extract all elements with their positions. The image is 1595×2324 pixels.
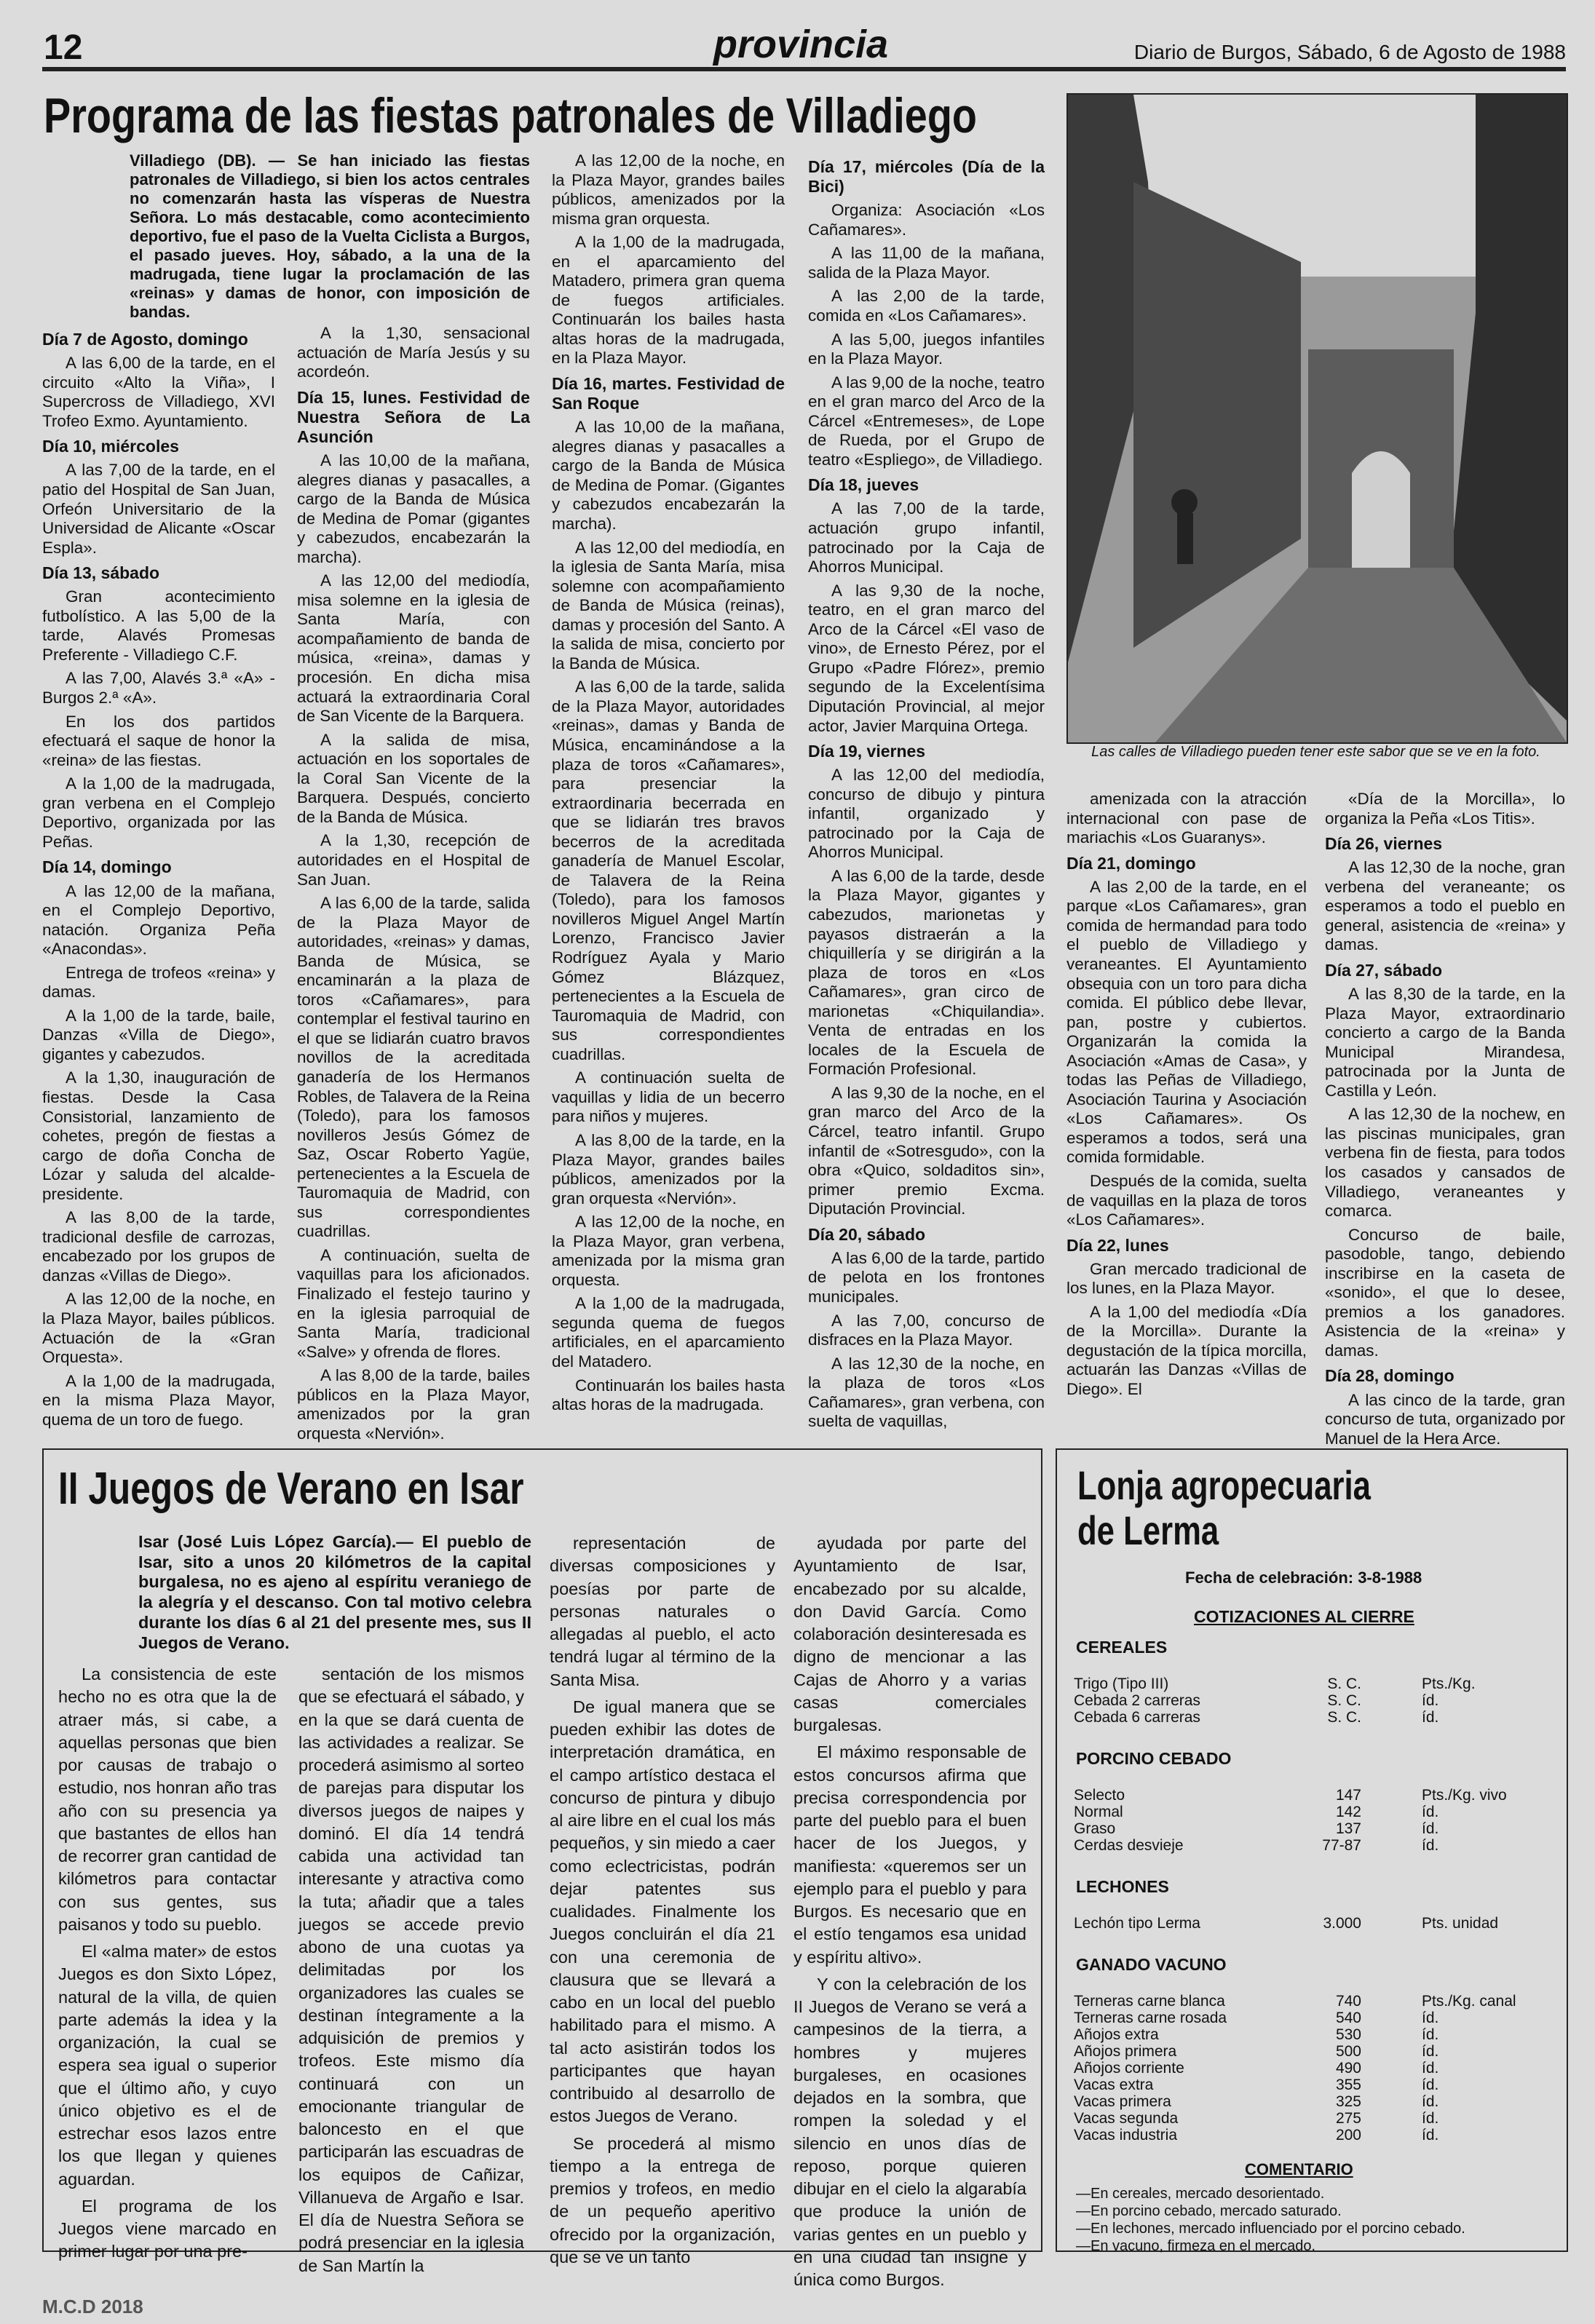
paragraph: A la 1,00 del mediodía «Día de la Morcilla». Durante la degustación de la típica morcilla, actuarán las Danzas «Villas de Diego». El bbox=[1066, 1302, 1307, 1399]
paragraph: A la 1,30, recepción de autoridades en el Hospital de San Juan. bbox=[297, 831, 530, 889]
price: S. C. bbox=[1327, 1692, 1361, 1709]
paragraph: Se procederá al mismo tiempo a la entrega de premios y trofeos, en medio de un pequeño aperitivo ofrecido por la organización, que se ve un tanto bbox=[550, 2133, 775, 2267]
day-heading: Día 16, martes. Festividad de San Roque bbox=[552, 374, 785, 413]
price: 200 bbox=[1335, 2127, 1361, 2143]
isar-lead: Isar (José Luis López García).— El pueblo de Isar, sito a unos 20 kilómetros de la capital burgalesa, no es ajeno al espíritu veraniego de la alegría y el descanso. Con tal motivo celebra durante los días 6 al 21 del presente mes, sus II Juegos de Verano. bbox=[138, 1532, 531, 1652]
villadiego-headline: Programa de las fiestas patronales de Villadiego bbox=[44, 88, 977, 143]
lonja-row bbox=[1074, 1993, 1554, 2010]
lonja-section-heading: LECHONES bbox=[1076, 1877, 1169, 1896]
villadiego-column-1 bbox=[42, 324, 275, 1434]
unit: íd. bbox=[1422, 1692, 1439, 1709]
comentario-line: —En vacuno, firmeza en el mercado. bbox=[1076, 2238, 1316, 2254]
header-rule bbox=[42, 67, 1566, 71]
product-name: Vacas industria bbox=[1074, 2127, 1178, 2143]
paragraph: A la 1,00 de la tarde, baile, Danzas «Villa de Diego», gigantes y cabezudos. bbox=[42, 1006, 275, 1063]
day-heading: Día 10, miércoles bbox=[42, 437, 179, 456]
paragraph: A las 12,00 del mediodía, misa solemne en la iglesia de Santa María, con acompañamiento de banda de música, «reina», damas y procesión. En dicha misa actuará la extraordinaria Coral de San Vicente de la Barquera. bbox=[297, 571, 530, 726]
paragraph: Gran acontecimiento futbolístico. A las 5,00 de la tarde, Alavés Promesas Preferente - Villadiego C.F. bbox=[42, 587, 275, 664]
lonja-section-heading: PORCINO CEBADO bbox=[1076, 1749, 1232, 1768]
unit: Pts./Kg. vivo bbox=[1422, 1787, 1507, 1804]
paragraph: El máximo responsable de estos concursos afirma que precisa correspondencia por parte del pueblo para el buen hacer de los Juegos, y manifiesta: «queremos ser un ejemplo para el pueblo y para Burgos. Es necesario que en el estío tengamos esa unidad y espíritu altivo». bbox=[793, 1742, 1026, 1967]
day-heading: Día 13, sábado bbox=[42, 563, 160, 583]
paragraph: A las 9,00 de la noche, teatro en el gran marco del Arco de la Cárcel «Entremeses», de Lope de Rueda, por el Grupo de teatro «Espliego», de Villadiego. bbox=[808, 373, 1045, 469]
paragraph: A las 12,00 del mediodía, concurso de dibujo y pintura infantil, organizado y patrocinado por la Caja de Ahorros Municipal. bbox=[808, 766, 1045, 862]
price: 325 bbox=[1335, 2093, 1361, 2110]
paragraph: A las 10,00 de la mañana, alegres dianas y pasacalles, a cargo de la Banda de Música de Medina de Pomar (gigantes y cabezudos, encabezarán la marcha). bbox=[297, 451, 530, 566]
lonja-cotizaciones: COTIZACIONES AL CIERRE bbox=[1194, 1607, 1414, 1626]
day-heading: Día 18, jueves bbox=[808, 475, 919, 495]
product-name: Terneras carne rosada bbox=[1074, 2010, 1227, 2026]
unit: íd. bbox=[1422, 2026, 1439, 2043]
villadiego-column-4 bbox=[808, 151, 1045, 1436]
lonja-title-line-1: Lonja agropecuaria bbox=[1077, 1462, 1371, 1508]
paragraph: A la 1,00 de la madrugada, segunda quema de fuegos artificiales, en el aparcamiento del Matadero. bbox=[552, 1294, 785, 1371]
paragraph: A las 12,00 de la noche, en la Plaza Mayor, bailes públicos. Actuación de la «Gran Orquesta». bbox=[42, 1290, 275, 1367]
unit: íd. bbox=[1422, 1837, 1439, 1854]
paragraph: Concurso de baile, pasodoble, tango, debiendo inscribirse en la caseta de «sonido», el que lo desee, premios a los ganadores. Asistencia de la «reina» y damas. bbox=[1325, 1225, 1565, 1360]
lonja-row bbox=[1074, 2110, 1554, 2127]
day-heading: Día 21, domingo bbox=[1066, 853, 1196, 873]
isar-column-1 bbox=[58, 1663, 277, 2268]
unit: íd. bbox=[1422, 2043, 1439, 2060]
lonja-row bbox=[1074, 1837, 1554, 1855]
paragraph: A las 10,00 de la mañana, alegres dianas y pasacalles a cargo de la Banda de Música de Medina de Pomar. (Gigantes y cabezudos encabezarán la marcha). bbox=[552, 418, 785, 533]
comentario-line: —En cereales, mercado desorientado. bbox=[1076, 2186, 1325, 2202]
paragraph: A las 2,00 de la tarde, en el parque «Los Cañamares», gran comida de hermandad para todo el pueblo de Villadiego y veraneantes. El Ayuntamiento obsequia con un toro para dicha comida. El público debe llevar, pan, postre y cubiertos. Organizarán la comida la Asociación «Amas de Casa», y todas las Peñas de Villadiego, Asociación Taurina y Asociación «Los Cañamares». Os esperamos a todos, será una comida formidable. bbox=[1066, 877, 1307, 1167]
comentario-line: —En porcino cebado, mercado saturado. bbox=[1076, 2203, 1342, 2219]
day-heading: Día 20, sábado bbox=[808, 1224, 926, 1244]
day-heading: Día 17, miércoles (Día de la Bici) bbox=[808, 157, 1045, 197]
paragraph: A la 1,00 de la madrugada, gran verbena en el Complejo Deportivo, organizada por las Peñas. bbox=[42, 774, 275, 851]
unit: íd. bbox=[1422, 2060, 1439, 2077]
paragraph: A las 12,30 de la noche, gran verbena del veraneante; os esperamos a todo el pueblo en general, asistencia de «reina» y damas. bbox=[1325, 858, 1565, 954]
price: 142 bbox=[1335, 1804, 1361, 1820]
paragraph: A las 12,30 de la nochew, en las piscinas municipales, gran verbena fin de fiesta, para todos los casados y cansados de Villadiego, veraneantes y comarca. bbox=[1325, 1105, 1565, 1221]
unit: íd. bbox=[1422, 2010, 1439, 2026]
product-name: Cerdas desvieje bbox=[1074, 1837, 1184, 1854]
paragraph: A las 12,00 de la noche, en la Plaza Mayor, gran verbena, amenizada por la misma gran orquesta. bbox=[552, 1213, 785, 1289]
footer-mark: M.C.D 2018 bbox=[42, 2296, 143, 2317]
paragraph: A las 8,00 de la tarde, bailes públicos en la Plaza Mayor, amenizados por la gran orquesta «Nervión». bbox=[297, 1366, 530, 1443]
lonja-title-line-2: de Lerma bbox=[1077, 1507, 1219, 1553]
paragraph: A las 6,00 de la tarde, salida de la Plaza Mayor, autoridades «reinas», damas y Banda de Música, encaminándose a la plaza de toros «Cañamares», para presenciar la extraordinaria becerrada en que se lidiarán tres bravos becerros de la acreditada ganadería de Manuel Escolar, de Talavera de la Reina (Toledo), para los famosos novilleros Miguel Angel Martín Lorenzo, Francisco Javier Rodríguez Ayala y Mario Gómez Blázquez, pertenecientes a la Escuela de Tauromaquia de Madrid, con sus correspondientes cuadrillas. bbox=[552, 678, 785, 1063]
day-heading: Día 28, domingo bbox=[1325, 1366, 1455, 1386]
price: 137 bbox=[1335, 1820, 1361, 1837]
paragraph: A las cinco de la tarde, gran concurso de tuta, organizado por Manuel de la Hera Arce. bbox=[1325, 1390, 1565, 1448]
villadiego-column-6 bbox=[1325, 790, 1565, 1453]
paragraph: A la 1,00 de la madrugada, en la misma Plaza Mayor, quema de un toro de fuego. bbox=[42, 1371, 275, 1429]
paragraph: A las 12,00 de la mañana, en el Complejo Deportivo, natación. Organiza Peña «Anacondas». bbox=[42, 881, 275, 959]
lonja-row bbox=[1074, 1787, 1554, 1804]
lonja-row bbox=[1074, 2093, 1554, 2111]
product-name: Graso bbox=[1074, 1820, 1116, 1837]
price: 490 bbox=[1335, 2060, 1361, 2077]
paragraph: A las 12,00 de la noche, en la Plaza Mayor, grandes bailes públicos, amenizados por la misma gran orquesta. bbox=[552, 151, 785, 228]
price: 740 bbox=[1335, 1993, 1361, 2010]
paragraph: La consistencia de este hecho no es otra que la de atraer más, si cabe, a aquellas personas que bien por causas de trabajo o estudio, nos honran año tras año con su presencia ya que bastantes de ellos han de recorrer gran cantidad de kilómetros para contactar con sus gentes, sus paisanos y todo su pueblo. bbox=[58, 1665, 277, 1934]
day-heading: Día 14, domingo bbox=[42, 857, 172, 877]
lonja-section-heading: CEREALES bbox=[1076, 1638, 1168, 1657]
lonja-row bbox=[1074, 2060, 1554, 2077]
paragraph: A las 9,30 de la noche, en el gran marco del Arco de la Cárcel, teatro infantil. Grupo infantil de «Sotresgudo», con la obra «Quico, soldaditos sin», primer premio Excma. Diputación Provincial. bbox=[808, 1083, 1045, 1218]
price: 275 bbox=[1335, 2110, 1361, 2127]
paragraph: Organiza: Asociación «Los Cañamares». bbox=[808, 201, 1045, 239]
lonja-row bbox=[1074, 1915, 1554, 1932]
paragraph: El programa de los Juegos viene marcado en primer lugar por una pre- bbox=[58, 2196, 277, 2261]
unit: íd. bbox=[1422, 2077, 1439, 2093]
product-name: Normal bbox=[1074, 1804, 1123, 1820]
product-name: Añojos extra bbox=[1074, 2026, 1159, 2043]
paragraph: A las 12,30 de la noche, en la plaza de toros «Los Cañamares», gran verbena, con suelta de vaquillas, bbox=[808, 1354, 1045, 1431]
product-name: Terneras carne blanca bbox=[1074, 1993, 1225, 2010]
paragraph: A las 7,00, concurso de disfraces en la Plaza Mayor. bbox=[808, 1311, 1045, 1349]
lonja-title bbox=[1077, 1463, 1371, 1552]
lonja-row bbox=[1074, 2010, 1554, 2027]
product-name: Vacas segunda bbox=[1074, 2110, 1179, 2127]
unit: íd. bbox=[1422, 2127, 1439, 2143]
issue-date: Diario de Burgos, Sábado, 6 de Agosto de 1988 bbox=[1133, 41, 1566, 63]
product-name: Vacas extra bbox=[1074, 2077, 1154, 2093]
villadiego-street-photo bbox=[1066, 93, 1568, 744]
isar-column-2 bbox=[298, 1663, 524, 2282]
lonja-row bbox=[1074, 2043, 1554, 2061]
paragraph: A las 2,00 de la tarde, comida en «Los Cañamares». bbox=[808, 287, 1045, 325]
paragraph: A las 7,00 de la tarde, actuación grupo infantil, patrocinado por la Caja de Ahorros Municipal. bbox=[808, 499, 1045, 576]
villadiego-lead: Villadiego (DB). — Se han iniciado las fiestas patronales de Villadiego, si bien los actos centrales no comenzarán hasta las vísperas de Nuestra Señora. Lo más destacable, como acontecimiento deportivo, fue el paso de la Vuelta Ciclista a Burgos, el pasado jueves. Hoy, sábado, a la una de la madrugada, tiene lugar la proclamación de las «reinas» y damas de honor, con imposición de bandas. bbox=[130, 151, 530, 321]
day-heading: Día 19, viernes bbox=[808, 742, 926, 761]
unit: íd. bbox=[1422, 2093, 1439, 2110]
paragraph: A la 1,00 de la madrugada, en el aparcamiento del Matadero, primera gran quema de fuegos artificiales. Continuarán los bailes hasta altas horas de la madrugada, en la Plaza Mayor. bbox=[552, 233, 785, 368]
page-number: 12 bbox=[44, 28, 83, 67]
price: 500 bbox=[1335, 2043, 1361, 2060]
product-name: Añojos primera bbox=[1074, 2043, 1177, 2060]
paragraph: A las 7,00 de la tarde, en el patio del Hospital de San Juan, Orfeón Universitario de la Universidad de Alicante «Oscar Espla». bbox=[42, 461, 275, 557]
paragraph: Y con la celebración de los II Juegos de Verano se verá a campesinos de la tierra, a hombres y mujeres burgaleses, en ocasiones dejados en la sombra, que rompen la soledad y el silencio en unos días de reposo, porque quieren dibujar en el cielo la algarabía que produce la unión de varias gentes en un pueblo y en una ciudad tan insigne y única como Burgos. bbox=[793, 1974, 1026, 2289]
paragraph: «Día de la Morcilla», lo organiza la Peña «Los Titis». bbox=[1325, 790, 1565, 828]
paragraph: A las 12,00 del mediodía, en la iglesia de Santa María, misa solemne con acompañamiento de Banda de Música (reinas), damas y procesión del Santo. A la salida de misa, concierto por la Banda de Música. bbox=[552, 538, 785, 673]
villadiego-column-5 bbox=[1066, 790, 1307, 1404]
paragraph: A las 7,00, Alavés 3.ª «A» - Burgos 2.ª «A». bbox=[42, 669, 275, 707]
product-name: Vacas primera bbox=[1074, 2093, 1171, 2110]
unit: Pts./Kg. bbox=[1422, 1675, 1476, 1692]
product-name: Cebada 2 carreras bbox=[1074, 1692, 1200, 1709]
lonja-row bbox=[1074, 1820, 1554, 1838]
comentario-line: —En lechones, mercado influenciado por el porcino cebado. bbox=[1076, 2221, 1465, 2237]
lonja-comentario-title: COMENTARIO bbox=[1245, 2160, 1353, 2178]
paragraph: De igual manera que se pueden exhibir las dotes de interpretación dramática, en el campo artístico destaca el concurso de pintura y dibujo al aire libre en el cual los más pequeños, y sin miedo a caer como eclectricistas, podrán dejar patentes sus cualidades. Finalmente los Juegos concluirán el día 21 con una ceremonia de clausura que se llevará a cabo en un local del pueblo habilitado para el mismo. A tal acto asistirán todos los participantes que hayan contribuido al desarrollo de estos Juegos de Verano. bbox=[550, 1697, 775, 2126]
lonja-row bbox=[1074, 1709, 1554, 1726]
unit: Pts. unidad bbox=[1422, 1915, 1499, 1932]
paragraph: A las 8,00 de la tarde, en la Plaza Mayor, grandes bailes públicos, amenizados por la gran orquesta «Nervión». bbox=[552, 1130, 785, 1207]
product-name: Lechón tipo Lerma bbox=[1074, 1915, 1200, 1932]
unit: Pts./Kg. canal bbox=[1422, 1993, 1516, 2010]
paragraph: A continuación suelta de vaquillas y lidia de un becerro para niños y mujeres. bbox=[552, 1068, 785, 1126]
section-title: provincia bbox=[713, 23, 889, 66]
unit: íd. bbox=[1422, 1709, 1439, 1726]
lonja-section-heading: GANADO VACUNO bbox=[1076, 1955, 1227, 1974]
lonja-row bbox=[1074, 2127, 1554, 2144]
paragraph: Entrega de trofeos «reina» y damas. bbox=[42, 963, 275, 1002]
paragraph: A las 5,00, juegos infantiles en la Plaza Mayor. bbox=[808, 330, 1045, 368]
product-name: Cebada 6 carreras bbox=[1074, 1709, 1200, 1726]
product-name: Trigo (Tipo III) bbox=[1074, 1675, 1169, 1692]
villadiego-column-3 bbox=[552, 151, 785, 1419]
price: 147 bbox=[1335, 1787, 1361, 1804]
price: S. C. bbox=[1327, 1675, 1361, 1692]
product-name: Selecto bbox=[1074, 1787, 1125, 1804]
day-heading: Día 15, lunes. Festividad de Nuestra Señora de La Asunción bbox=[297, 387, 530, 446]
paragraph: A las 11,00 de la mañana, salida de la Plaza Mayor. bbox=[808, 244, 1045, 282]
paragraph: A las 6,00 de la tarde, salida de la Plaza Mayor de autoridades, «reinas» y damas, Banda de Música, se encaminarán a la plaza de toros «Cañamares», para contemplar el festival taurino en el que se lidiarán cuatro bravos novillos de la acreditada ganadería de los Hermanos Robles, de Talavera de la Reina (Toledo), para los famosos novilleros Jesús Gómez de Saz, Oscar Roberto Yagüe, pertenecientes a la Escuela de Tauromaquia de Madrid, con sus correspondientes cuadrillas. bbox=[297, 894, 530, 1241]
day-heading: Día 7 de Agosto, domingo bbox=[42, 330, 248, 349]
paragraph: A las 6,00 de la tarde, partido de pelota en los frontones municipales. bbox=[808, 1248, 1045, 1306]
isar-headline: II Juegos de Verano en Isar bbox=[58, 1464, 524, 1514]
unit: íd. bbox=[1422, 1804, 1439, 1820]
unit: íd. bbox=[1422, 2110, 1439, 2127]
villadiego-column-2 bbox=[297, 324, 530, 1448]
product-name: Añojos corriente bbox=[1074, 2060, 1184, 2077]
paragraph: amenizada con la atracción internacional con pase de mariachis «Los Guaranys». bbox=[1066, 790, 1307, 847]
paragraph: En los dos partidos efectuará el saque de honor la «reina» de las fiestas. bbox=[42, 712, 275, 769]
lonja-comentario bbox=[1076, 2185, 1556, 2255]
isar-column-4 bbox=[793, 1532, 1026, 2296]
paragraph: ayudada por parte del Ayuntamiento de Isar, encabezado por su alcalde, don David García. Como colaboración desinteresada es digno de mencionar a las Cajas de Ahorro y a varias casas comerciales burgalesas. bbox=[793, 1534, 1026, 1734]
paragraph: A las 6,00 de la tarde, desde la Plaza Mayor, gigantes y cabezudos, marionetas y payasos distraerán a la chiquillería y se dirigirán a la plaza de toros en «Los Cañamares», gran circo de marionetas «Chiquilandia». Venta de entradas en los locales de la Escuela de Formación Profesional. bbox=[808, 866, 1045, 1079]
paragraph: Gran mercado tradicional de los lunes, en la Plaza Mayor. bbox=[1066, 1259, 1307, 1298]
lonja-row bbox=[1074, 1675, 1554, 1693]
day-heading: Día 22, lunes bbox=[1066, 1235, 1169, 1255]
paragraph: A las 6,00 de la tarde, en el circuito «Alto la Viña», I Supercross de Villadiego, XVI Trofeo Exmo. Ayuntamiento. bbox=[42, 354, 275, 430]
price: 3.000 bbox=[1323, 1915, 1361, 1932]
lonja-row bbox=[1074, 1804, 1554, 1821]
price: 77-87 bbox=[1322, 1837, 1361, 1854]
paragraph: A las 8,00 de la tarde, tradicional desfile de carrozas, encabezado por los grupos de danzas «Villas de Diego». bbox=[42, 1208, 275, 1285]
photo-caption: Las calles de Villadiego pueden tener este sabor que se ve en la foto. bbox=[1091, 744, 1540, 760]
day-heading: Día 27, sábado bbox=[1325, 960, 1443, 980]
paragraph: El «alma mater» de estos Juegos es don Sixto López, natural de la villa, de quien parte además la idea y la organización, la cual se espera sea igual o superior que el último año, y cuyo único objetivo es el de estrechar esos lazos entre los que llegan y quienes aguardan. bbox=[58, 1942, 277, 2189]
paragraph: Continuarán los bailes hasta altas horas de la madrugada. bbox=[552, 1376, 785, 1414]
price: 540 bbox=[1335, 2010, 1361, 2026]
lonja-row bbox=[1074, 2077, 1554, 2094]
paragraph: A la 1,30, inauguración de fiestas. Desde la Casa Consistorial, lanzamiento de cohetes, pregón de fiestas a cargo de doña Concha de Lózar y saluda del alcalde-presidente. bbox=[42, 1068, 275, 1203]
price: 530 bbox=[1335, 2026, 1361, 2043]
price: 355 bbox=[1335, 2077, 1361, 2093]
lonja-row bbox=[1074, 2026, 1554, 2044]
paragraph: A las 8,30 de la tarde, en la Plaza Mayor, extraordinario concierto a cargo de la Banda Municipal Mirandesa, patrocinada por la Junta de Castilla y León. bbox=[1325, 985, 1565, 1100]
price: S. C. bbox=[1327, 1709, 1361, 1726]
paragraph: A continuación, suelta de vaquillas para los aficionados. Finalizado el festejo taurino y en la iglesia parroquial de Santa María, tradicional «Salve» y ofrenda de flores. bbox=[297, 1245, 530, 1361]
lonja-date: Fecha de celebración: 3-8-1988 bbox=[1185, 1568, 1422, 1587]
paragraph: Después de la comida, suelta de vaquillas en la plaza de toros «Los Cañamares». bbox=[1066, 1171, 1307, 1229]
unit: íd. bbox=[1422, 1820, 1439, 1837]
day-heading: Día 26, viernes bbox=[1325, 834, 1443, 854]
paragraph: A la 1,30, sensacional actuación de María Jesús y su acordeón. bbox=[297, 324, 530, 381]
isar-column-3 bbox=[550, 1532, 775, 2273]
paragraph: representación de diversas composiciones y poesías por parte de personas naturales o allegadas al pueblo, el acto tendrá lugar al término de la Santa Misa. bbox=[550, 1534, 775, 1689]
lonja-row bbox=[1074, 1692, 1554, 1710]
paragraph: A las 9,30 de la noche, teatro, en el gran marco del Arco de la Cárcel «El vaso de vino», de Ernesto Pérez, por el Grupo «Padre Flórez», premio segundo de la Excelentísima Diputación Provincial, al mejor actor, Javier Marquina Ortega. bbox=[808, 581, 1045, 735]
paragraph: A la salida de misa, actuación en los soportales de la Coral San Vicente de la Barquera. Después, concierto de la Banda de Música. bbox=[297, 730, 530, 826]
paragraph: sentación de los mismos que se efectuará el sábado, y en la que se dará cuenta de las actividades a realizar. Se procederá asimismo al sorteo de parejas para disputar los diversos juegos de naipes y dominó. El día 14 tendrá cabida una actividad tan interesante y atractiva como la tuta; añadir que a tales juegos se accede previo abono de una cuotas ya delimitadas por los organizadores las cuales se destinan íntegramente a la adquisición de premios y trofeos. Este mismo día continuará con un emocionante triangular de baloncesto en el que participarán las escuadras de los equipos de Cañizar, Villanueva de Argaño e Isar. El día de Nuestra Señora se podrá presenciar en la iglesia de San Martín la bbox=[298, 1665, 524, 2275]
